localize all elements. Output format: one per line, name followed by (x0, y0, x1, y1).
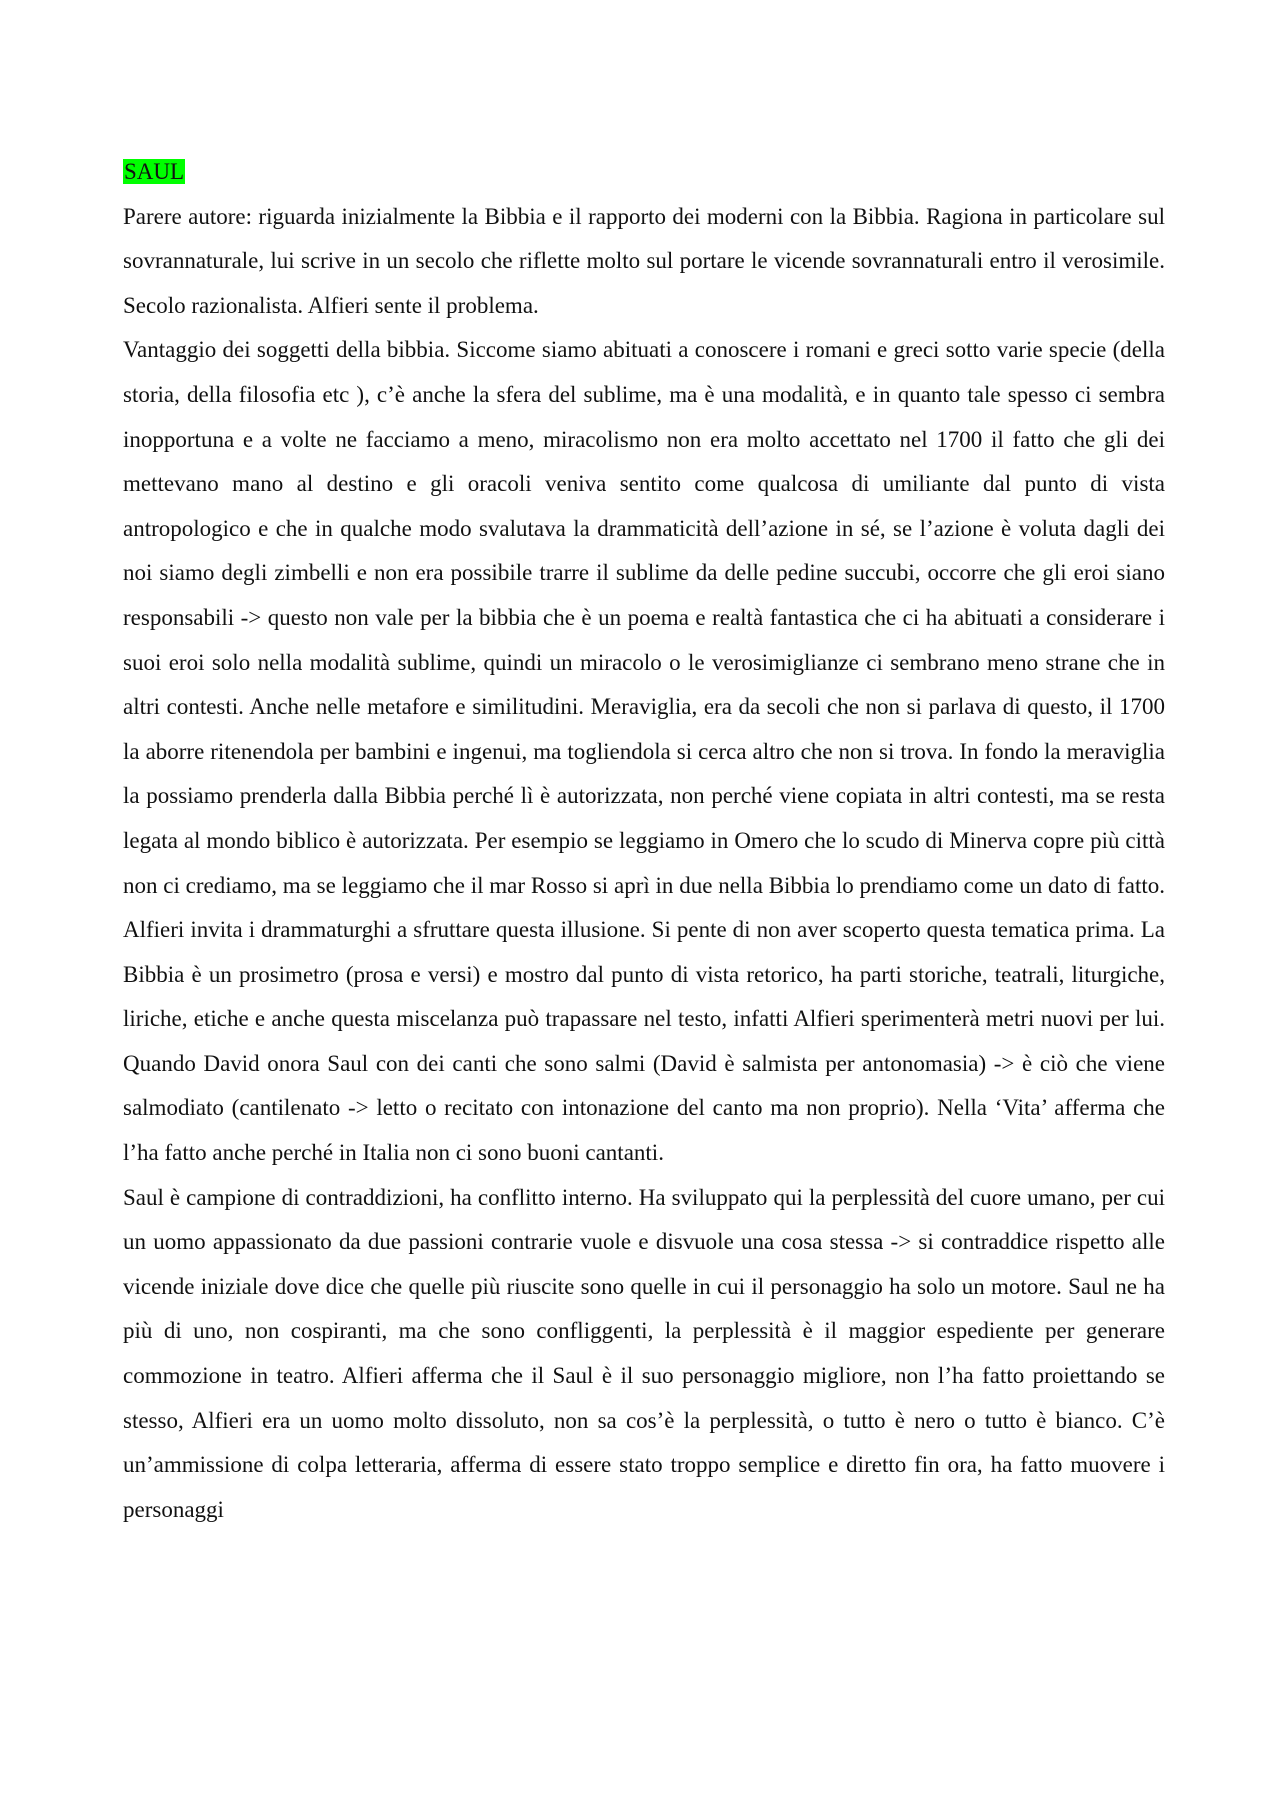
document-title: SAUL (124, 159, 185, 184)
paragraph-saul-contraddizioni: Saul è campione di contraddizioni, ha conflitto interno. Ha sviluppato qui la perplessità del cuore umano, per cui un uomo appassionato da due passioni contrarie vuole e disvuole una cosa stessa -> si contraddice rispetto alle vicende iniziale dove dice che quelle più riuscite sono quelle in cui il personaggio ha solo un motore. Saul ne ha più di uno, non cospiranti, ma che sono confliggenti, la perplessità è il maggior espediente per generare commozione in teatro. Alfieri afferma che il Saul è il suo personaggio migliore, non l’ha fatto proiettando se stesso, Alfieri era un uomo molto dissoluto, non sa cos’è la perplessità, o tutto è nero o tutto è bianco. C’è un’ammissione di colpa letteraria, afferma di essere stato troppo semplice e diretto fin ora, ha fatto muovere i personaggi (123, 1184, 1165, 1522)
title-line (123, 150, 1165, 195)
document-body (123, 150, 1165, 1532)
paragraph-vantaggio-soggetti: Vantaggio dei soggetti della bibbia. Siccome siamo abituati a conoscere i romani e greci sotto varie specie (della storia, della filosofia etc ), c’è anche la sfera del sublime, ma è una modalità, e in quanto tale spesso ci sembra inopportuna e a volte ne facciamo a meno, miracolismo non era molto accettato nel 1700 il fatto che gli dei mettevano mano al destino e gli oracoli veniva sentito come qualcosa di umiliante dal punto di vista antropologico e che in qualche modo svalutava la drammaticità dell’azione in sé, se l’azione è voluta dagli dei noi siamo degli zimbelli e non era possibile trarre il sublime da delle pedine succubi, occorre che gli eroi siano responsabili -> questo non vale per la bibbia che è un poema e realtà fantastica che ci ha abituati a considerare i suoi eroi solo nella modalità sublime, quindi un miracolo o le verosimiglianze ci sembrano meno strane che in altri contesti. Anche nelle metafore e similitudini. Meraviglia, era da secoli che non si parlava di questo, il 1700 la aborre ritenendola per bambini e ingenui, ma togliendola si cerca altro che non si trova. In fondo la meraviglia la possiamo prenderla dalla Bibbia perché lì è autorizzata, non perché viene copiata in altri contesti, ma se resta legata al mondo biblico è autorizzata. Per esempio se leggiamo in Omero che lo scudo di Minerva copre più città non ci crediamo, ma se leggiamo che il mar Rosso si aprì in due nella Bibbia lo prendiamo come un dato di fatto. Alfieri invita i drammaturghi a sfruttare questa illusione. Si pente di non aver scoperto questa tematica prima. La Bibbia è un prosimetro (prosa e versi) e mostro dal punto di vista retorico, ha parti storiche, teatrali, liturgiche, liriche, etiche e anche questa miscelanza può trapassare nel testo, infatti Alfieri sperimenterà metri nuovi per lui. Quando David onora Saul con dei canti che sono salmi (David è salmista per antonomasia) -> è ciò che viene salmodiato (cantilenato -> letto o recitato con intonazione del canto ma non proprio). Nella ‘Vita’ afferma che l’ha fatto anche perché in Italia non ci sono buoni cantanti. (123, 337, 1165, 1166)
paragraph-parere-autore: Parere autore: riguarda inizialmente la Bibbia e il rapporto dei moderni con la Bibbia. Ragiona in particolare sul sovrannaturale, lui scrive in un secolo che riflette molto sul portare le vicende sovrannaturali entro il verosimile. Secolo razionalista. Alfieri sente il problema. (123, 203, 1165, 318)
